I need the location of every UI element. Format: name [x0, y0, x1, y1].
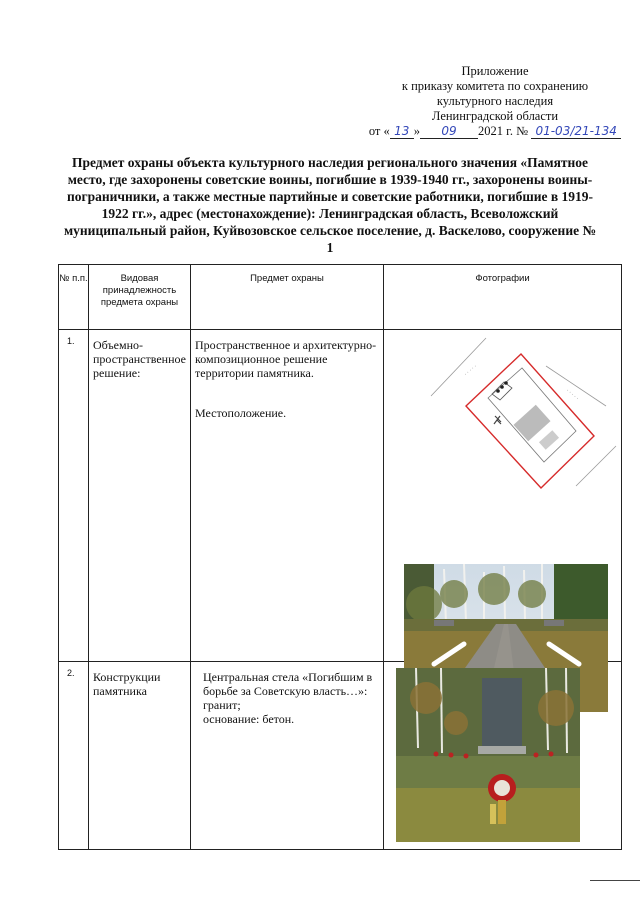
subject-text-b: Местоположение. — [195, 406, 287, 420]
footer-rule — [590, 880, 640, 881]
date-mid: » — [413, 124, 421, 138]
header-photos: Фотографии — [384, 265, 622, 330]
row-type: Объемно-пространственное решение: — [89, 330, 191, 662]
appendix-line-2: к приказу комитета по сохранению — [401, 79, 589, 93]
appendix-date-line — [360, 124, 630, 139]
subject-text-b: основание: бетон. — [203, 712, 295, 726]
photos-cell — [384, 330, 622, 662]
table-header-row — [59, 265, 622, 330]
subject-text-a: Центральная стела «Погибшим в борьбе за Советскую власть…»: гранит; — [203, 670, 373, 712]
appendix-line-4: Ленинградской области — [431, 109, 559, 123]
date-prefix: от « — [368, 124, 390, 138]
svg-text:· · · · ·: · · · · · — [564, 387, 580, 402]
handwritten-month: 09 — [420, 125, 478, 139]
svg-text:· · · · ·: · · · · · — [463, 363, 479, 378]
row-type: Конструкции памятника — [89, 662, 191, 850]
header-subject: Предмет охраны — [191, 265, 384, 330]
table-row — [59, 662, 622, 850]
handwritten-day: 13 — [390, 125, 414, 139]
row-subject — [191, 330, 384, 662]
subject-text-a: Пространственное и архитектурно-композиционное решение территории памятника. — [195, 338, 377, 380]
protection-table — [58, 264, 622, 850]
row-subject — [191, 662, 384, 850]
photos-cell — [384, 662, 622, 850]
site-plan-image — [426, 336, 622, 496]
appendix-line-1: Приложение — [461, 64, 529, 78]
stele-photo — [396, 668, 580, 842]
appendix-line-3: культурного наследия — [436, 94, 554, 108]
row-number: 1. — [59, 330, 89, 662]
row-number: 2. — [59, 662, 89, 850]
header-num: № п.п. — [59, 265, 89, 330]
handwritten-order-number: 01-03/21-134 — [531, 125, 621, 139]
appendix-block — [360, 64, 630, 139]
document-title: Предмет охраны объекта культурного наследия регионального значения «Памятное место, где захоронены советские воины, погибшие в 1939-1940 гг., захоронены воины-пограничники, а также местные партийные и советские работники, погибшие в 1919-1922 гг.», адрес (местонахождение): Ленинградская область, Всеволожский муниципальный район, Куйвозовское сельское поселение, д. Васкелово, сооружение № 1 — [63, 155, 597, 255]
header-type: Видовая принадлежность предмета охраны — [89, 265, 191, 330]
year-text: 2021 г. № — [478, 124, 529, 138]
table-row — [59, 330, 622, 662]
